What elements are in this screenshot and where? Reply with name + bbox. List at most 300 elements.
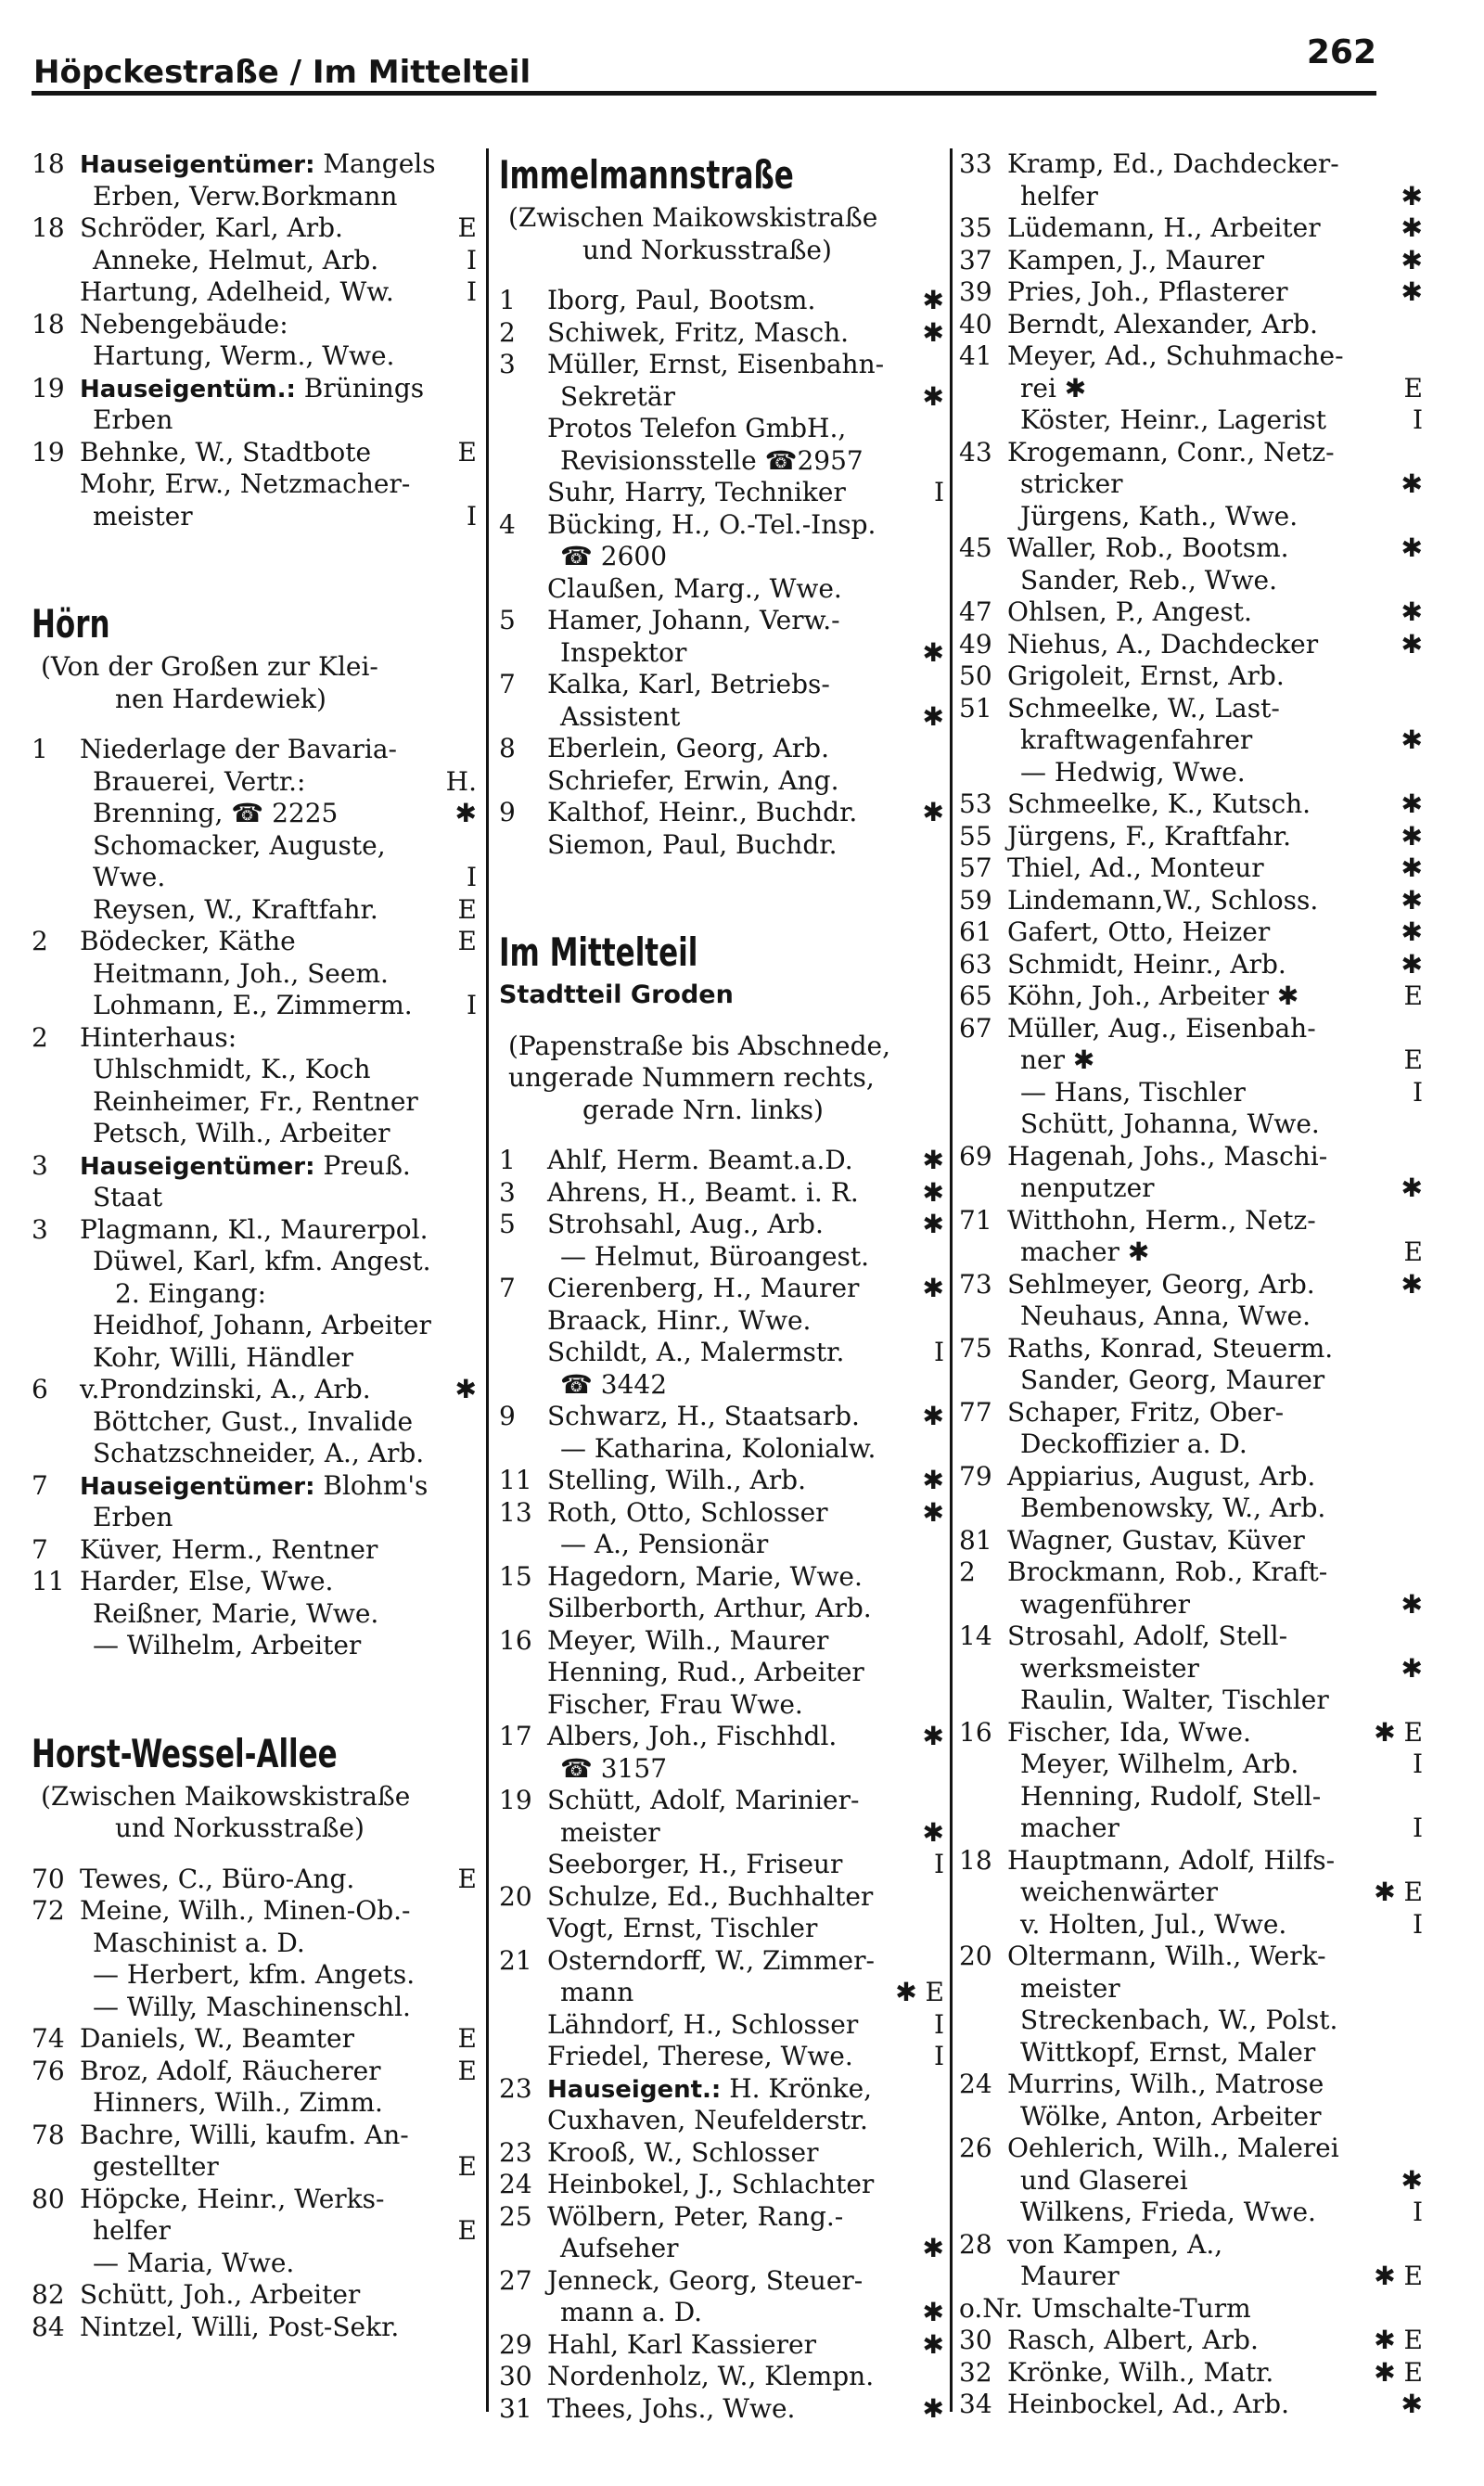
house-number: 6 — [32, 1374, 48, 1404]
entry-marker: E — [1403, 1237, 1423, 1267]
directory-entry-continuation — [499, 1913, 950, 1945]
entry-text: Hartung, Werm., Wwe. — [93, 340, 395, 371]
entry-text: Maurer — [1020, 2261, 1119, 2291]
house-number: 11 — [32, 1566, 65, 1596]
entry-text: Heidhof, Johann, Arbeiter — [93, 1310, 431, 1340]
house-number: 26 — [959, 2133, 992, 2163]
house-number: 63 — [959, 948, 992, 980]
house-number: 19 — [32, 372, 65, 404]
house-number: 18 — [32, 308, 65, 340]
entry-marker: ✱ E — [1374, 2356, 1423, 2388]
entry-text: ☎ 3157 — [560, 1752, 668, 1784]
directory-entry-continuation — [32, 894, 482, 927]
house-number: 27 — [499, 2264, 532, 2296]
house-number: 21 — [499, 1944, 532, 1976]
entry-marker: ✱ — [922, 2392, 944, 2424]
entry-marker: ✱ — [922, 1176, 944, 1208]
entry-text: Kalthof, Heinr., Buchdr. — [547, 797, 858, 827]
entry-text: Hauptmann, Adolf, Hilfs- — [1007, 1844, 1336, 1876]
directory-entry-continuation — [959, 1237, 1428, 1269]
directory-entry — [959, 852, 1428, 885]
directory-entry-continuation — [499, 1433, 950, 1466]
directory-entry-continuation — [32, 2215, 482, 2248]
directory-entry — [499, 1177, 950, 1210]
house-number: 45 — [959, 532, 992, 563]
entry-text: rei ✱ — [1020, 372, 1087, 404]
entry-marker: I — [1412, 1749, 1423, 1779]
directory-entry — [959, 596, 1428, 629]
entry-marker: E — [457, 436, 477, 468]
directory-entry-continuation — [32, 1502, 482, 1534]
entry-text: Köhn, Joh., Arbeiter ✱ — [1007, 980, 1299, 1011]
entry-text: Erben — [93, 1502, 173, 1532]
directory-entry-continuation — [32, 1246, 482, 1278]
house-number: 32 — [959, 2356, 992, 2388]
entry-marker: ✱ — [1401, 212, 1423, 243]
entry-text: Jürgens, F., Kraftfahr. — [1007, 820, 1292, 852]
entry-text: Lindemann,W., Schloss. — [1007, 884, 1319, 916]
directory-entry — [959, 212, 1428, 245]
house-number: 67 — [959, 1012, 992, 1044]
entry-marker: I — [1412, 1908, 1423, 1940]
entry-text: — Herbert, kfm. Angets. — [93, 1959, 416, 1990]
directory-entry — [959, 1557, 1428, 1589]
entry-text: helfer — [1020, 180, 1098, 211]
entry-text: Lüdemann, H., Arbeiter — [1007, 212, 1321, 243]
entry-text: Strohsahl, Aug., Arb. — [547, 1209, 824, 1239]
entry-text: Henning, Rud., Arbeiter — [547, 1657, 864, 1687]
entry-text: Brockmann, Rob., Kraft- — [1007, 1557, 1328, 1587]
entry-text: H. Krönke, — [721, 2072, 873, 2104]
bold-label: Hauseigentüm.: — [80, 375, 296, 404]
directory-entry — [959, 1333, 1428, 1365]
directory-entry-continuation — [959, 1973, 1428, 2005]
house-number: 3 — [32, 1149, 48, 1181]
entry-text: Schütt, Joh., Arbeiter — [80, 2279, 361, 2310]
directory-entry-continuation — [959, 757, 1428, 789]
directory-entry — [499, 2169, 950, 2201]
house-number: 8 — [499, 733, 516, 763]
entry-text: Reißner, Marie, Wwe. — [93, 1597, 379, 1629]
directory-entry — [959, 2389, 1428, 2421]
entry-text: Müller, Aug., Eisenbah- — [1007, 1012, 1316, 1044]
entry-text: Petsch, Wilh., Arbeiter — [93, 1118, 390, 1148]
directory-entry-continuation — [32, 1598, 482, 1631]
directory-entry — [499, 1497, 950, 1530]
house-number: 14 — [959, 1621, 992, 1651]
directory-entry — [959, 980, 1428, 1013]
entry-text: meister — [93, 500, 193, 532]
directory-entry-continuation — [499, 1529, 950, 1561]
entry-text: 2. Eingang: — [115, 1277, 267, 1309]
directory-entry — [959, 309, 1428, 341]
house-number: 74 — [32, 2023, 65, 2054]
entry-text: Uhlschmidt, K., Koch — [93, 1054, 371, 1084]
entry-text: meister — [1020, 1972, 1120, 2004]
entry-marker: ✱ — [454, 798, 477, 828]
house-number: 80 — [32, 2183, 65, 2214]
entry-text: Mohr, Erw., Netzmacher- — [80, 468, 411, 499]
house-number: 61 — [959, 916, 992, 947]
house-number: 2 — [959, 1557, 976, 1587]
directory-entry-continuation — [959, 1077, 1428, 1109]
entry-marker: I — [466, 990, 477, 1020]
house-number: 59 — [959, 884, 992, 916]
entry-text: Meyer, Wilhelm, Arb. — [1020, 1749, 1299, 1779]
directory-entry — [959, 437, 1428, 469]
directory-entry — [32, 212, 482, 245]
directory-entry — [959, 1013, 1428, 1045]
directory-entry — [32, 2279, 482, 2312]
entry-text: helfer — [93, 2215, 171, 2246]
entry-text: mann a. D. — [560, 2297, 703, 2327]
entry-text: — Willy, Maschinenschl. — [93, 1991, 411, 2022]
directory-entry — [32, 1895, 482, 1928]
directory-entry — [959, 629, 1428, 661]
entry-text: Wölke, Anton, Arbeiter — [1020, 2100, 1322, 2132]
entry-text: Ohlsen, P., Angest. — [1007, 596, 1252, 627]
directory-entry-continuation — [959, 1493, 1428, 1525]
directory-entry-continuation — [32, 2248, 482, 2280]
directory-entry — [959, 2133, 1428, 2165]
house-number: 84 — [32, 2311, 65, 2342]
entry-text: Daniels, W., Beamter — [80, 2023, 355, 2054]
entry-text: Sehlmeyer, Georg, Arb. — [1007, 1268, 1315, 1300]
house-number: 76 — [32, 2055, 65, 2086]
entry-text: Eberlein, Georg, Arb. — [547, 733, 829, 763]
directory-entry — [959, 276, 1428, 309]
directory-entry-continuation — [499, 541, 950, 573]
directory-entry-continuation — [959, 1044, 1428, 1077]
directory-entry — [499, 1465, 950, 1497]
entry-text: meister — [560, 1816, 660, 1848]
entry-text: Witthohn, Herm., Netz- — [1007, 1204, 1316, 1236]
directory-entry — [959, 788, 1428, 821]
street-heading: Horst-Wessel-Allee — [32, 1730, 338, 1776]
house-number: 19 — [32, 436, 65, 468]
directory-entry-continuation — [32, 1406, 482, 1439]
entry-text: v.Prondzinski, A., Arb. — [80, 1374, 371, 1404]
entry-text: Roth, Otto, Schlosser — [547, 1496, 828, 1528]
house-number: 30 — [959, 2325, 992, 2355]
house-number: 5 — [499, 1209, 516, 1239]
directory-entry — [32, 734, 482, 766]
entry-marker: ✱ — [922, 2297, 944, 2327]
entry-text: Schütt, Johanna, Wwe. — [1020, 1108, 1320, 1139]
entry-text: Schmidt, Heinr., Arb. — [1007, 948, 1286, 980]
directory-entry — [959, 2229, 1428, 2262]
entry-marker: E — [457, 2023, 477, 2054]
entry-marker: I — [466, 500, 477, 532]
entry-text: Neuhaus, Anna, Wwe. — [1020, 1301, 1311, 1331]
house-number: 3 — [499, 349, 516, 379]
entry-text: Bembenowsky, W., Arb. — [1020, 1493, 1326, 1523]
directory-entry-continuation — [32, 468, 482, 501]
directory-entry — [959, 1941, 1428, 1973]
entry-marker: I — [466, 862, 477, 892]
entry-marker: I — [933, 1849, 944, 1879]
directory-entry — [959, 949, 1428, 981]
entry-text: stricker — [1020, 468, 1123, 499]
entry-text: Brünings — [295, 372, 425, 404]
entry-text: nenputzer — [1020, 1173, 1155, 1203]
directory-entry — [499, 605, 950, 637]
entry-text: Osterndorff, W., Zimmer- — [547, 1944, 875, 1976]
entry-marker: ✱ — [922, 1465, 944, 1495]
entry-marker: E — [457, 926, 477, 956]
entry-text: o.Nr. Umschalte-Turm — [959, 2292, 1251, 2324]
directory-entry-continuation — [32, 1928, 482, 1960]
entry-marker: I — [933, 2041, 944, 2071]
entry-text: Harder, Else, Wwe. — [80, 1566, 334, 1596]
entry-text: Schwarz, H., Staatsarb. — [547, 1401, 860, 1431]
bold-label: Hauseigentümer: — [80, 1472, 315, 1501]
house-number: 2 — [32, 926, 48, 956]
directory-entry — [32, 2312, 482, 2344]
house-number: 1 — [32, 734, 48, 764]
house-number: 23 — [499, 2136, 532, 2168]
entry-marker: ✱ — [1401, 2164, 1423, 2196]
entry-marker: E — [457, 2055, 477, 2086]
entry-marker: ✱ — [1401, 1588, 1423, 1620]
spacer — [32, 1845, 482, 1864]
entry-text: Hagenah, Johs., Maschi- — [1007, 1140, 1328, 1172]
directory-entry-continuation — [32, 404, 482, 437]
entry-text: Pries, Joh., Pflasterer — [1007, 276, 1288, 307]
house-number: 30 — [499, 2361, 532, 2391]
bold-label: Hauseigentümer: — [80, 151, 315, 179]
directory-entry-continuation — [499, 637, 950, 670]
entry-text: Meyer, Ad., Schuhmache- — [1007, 340, 1344, 371]
directory-entry — [499, 1209, 950, 1241]
entry-text: Wilkens, Frieda, Wwe. — [1020, 2197, 1316, 2227]
directory-entry — [499, 1273, 950, 1305]
house-number: 40 — [959, 308, 992, 340]
directory-entry-continuation — [32, 2151, 482, 2184]
house-number: 13 — [499, 1496, 532, 1528]
directory-entry — [32, 148, 482, 181]
entry-text: Henning, Rudolf, Stell- — [1020, 1780, 1322, 1812]
spacer — [499, 266, 950, 285]
entry-text: Nintzel, Willi, Post-Sekr. — [80, 2311, 400, 2342]
street-heading: Hörn — [32, 601, 110, 647]
directory-entry — [499, 1401, 950, 1433]
directory-entry — [32, 373, 482, 405]
street-description: (Von der Großen zur Klei- — [41, 651, 378, 682]
directory-entry-continuation — [499, 1305, 950, 1338]
house-number: 18 — [959, 1844, 992, 1876]
entry-marker: I — [933, 1337, 944, 1367]
entry-marker: E — [457, 2151, 477, 2182]
directory-entry-continuation — [32, 958, 482, 991]
directory-entry-continuation — [32, 276, 482, 309]
directory-entry-continuation — [959, 1877, 1428, 1909]
entry-text: — Hans, Tischler — [1020, 1076, 1246, 1108]
entry-marker: ✱ — [922, 636, 944, 668]
directory-entry — [959, 1717, 1428, 1749]
house-number: 43 — [959, 436, 992, 468]
directory-entry — [32, 2184, 482, 2216]
entry-text: Grigoleit, Ernst, Arb. — [1007, 660, 1285, 691]
house-number: 11 — [499, 1465, 532, 1495]
directory-entry-continuation — [32, 766, 482, 799]
entry-text: Seeborger, H., Friseur — [547, 1849, 843, 1879]
entry-text: Nordenholz, W., Klempn. — [547, 2361, 875, 2391]
directory-entry — [499, 285, 950, 317]
entry-text: Plagmann, Kl., Maurerpol. — [80, 1213, 429, 1245]
house-number: 33 — [959, 148, 992, 179]
directory-entry-continuation — [32, 1959, 482, 1992]
directory-entry-continuation — [959, 501, 1428, 533]
entry-marker: E — [1403, 980, 1423, 1011]
entry-text: Bachre, Willi, kaufm. An- — [80, 2119, 409, 2150]
directory-entry-continuation — [499, 2233, 950, 2265]
entry-text: Küver, Herm., Rentner — [80, 1533, 378, 1565]
spacer — [32, 1662, 482, 1727]
directory-entry-continuation — [32, 501, 482, 533]
entry-text: Kampen, J., Maurer — [1007, 244, 1264, 276]
entry-marker: I — [933, 477, 944, 507]
entry-text: Hartung, Adelheid, Ww. — [80, 276, 394, 307]
directory-entry-continuation — [959, 1909, 1428, 1941]
entry-text: und Glaserei — [1020, 2164, 1188, 2196]
entry-text: Fischer, Frau Wwe. — [547, 1688, 803, 1720]
house-number: 47 — [959, 596, 992, 627]
entry-text: Jenneck, Georg, Steuer- — [547, 2264, 864, 2296]
directory-entry — [499, 349, 950, 381]
directory-entry-continuation — [959, 373, 1428, 405]
house-number: 4 — [499, 508, 516, 540]
entry-text: Erben, Verw.Borkmann — [93, 180, 398, 211]
directory-entry-continuation — [959, 1173, 1428, 1205]
entry-marker: ✱ — [1401, 852, 1423, 883]
entry-text: Brauerei, Vertr.: — [93, 765, 306, 797]
entry-text: Kohr, Willi, Händler — [93, 1341, 354, 1373]
street-description: gerade Nrn. links) — [582, 1094, 824, 1125]
entry-text: Nebengebäude: — [80, 308, 288, 340]
entry-text: Niederlage der Bavaria- — [80, 734, 398, 764]
entry-text: von Kampen, A., — [1007, 2228, 1223, 2260]
directory-entry-continuation — [499, 1657, 950, 1689]
directory-entry-continuation — [959, 1781, 1428, 1813]
directory-entry — [499, 2361, 950, 2393]
house-number: 71 — [959, 1204, 992, 1236]
directory-entry-continuation — [499, 2105, 950, 2137]
entry-text: Revisionsstelle ☎2957 — [560, 444, 864, 476]
house-number: 29 — [499, 2328, 532, 2360]
entry-text: Wittkopf, Ernst, Maler — [1020, 2036, 1316, 2068]
directory-entry-continuation — [959, 2197, 1428, 2229]
house-number: 51 — [959, 692, 992, 724]
directory-entry-continuation — [499, 1817, 950, 1850]
entry-text: Rasch, Albert, Arb. — [1007, 2325, 1259, 2355]
directory-entry — [959, 1845, 1428, 1877]
house-number: 18 — [32, 148, 65, 179]
entry-text: Gafert, Otto, Heizer — [1007, 916, 1271, 947]
directory-entry-continuation — [499, 1593, 950, 1625]
entry-marker: ✱ E — [1374, 1877, 1423, 1907]
entry-marker: ✱ — [922, 1721, 944, 1751]
directory-entry — [499, 2201, 950, 2234]
entry-marker: ✱ — [922, 1273, 944, 1303]
entry-text: Silberborth, Arthur, Arb. — [547, 1593, 872, 1623]
entry-text: Lohmann, E., Zimmerm. — [93, 990, 413, 1020]
entry-text: Suhr, Harry, Techniker — [547, 477, 846, 507]
house-number: 16 — [499, 1624, 532, 1656]
entry-text: Tewes, C., Büro-Ang. — [80, 1863, 355, 1894]
street-heading: Immelmannstraße — [499, 152, 794, 198]
directory-entry-continuation — [499, 445, 950, 478]
entry-marker: ✱ — [1401, 884, 1423, 916]
directory-entry — [499, 1145, 950, 1177]
directory-entry-continuation — [32, 1630, 482, 1662]
house-number: 3 — [32, 1213, 48, 1245]
entry-text: Kramp, Ed., Dachdecker- — [1007, 148, 1339, 179]
entry-text: Strosahl, Adolf, Stell- — [1007, 1621, 1288, 1651]
house-number: 15 — [499, 1560, 532, 1592]
entry-text: Cierenberg, H., Maurer — [547, 1273, 860, 1303]
entry-text: Inspektor — [560, 636, 687, 668]
directory-entry-continuation — [499, 1753, 950, 1786]
directory-entry — [959, 532, 1428, 565]
directory-entry-continuation — [499, 1369, 950, 1402]
entry-text: Cuxhaven, Neufelderstr. — [547, 2105, 868, 2135]
house-number: 70 — [32, 1863, 65, 1894]
directory-entry-continuation — [32, 1182, 482, 1214]
entry-text: Düwel, Karl, kfm. Angest. — [93, 1246, 431, 1276]
directory-entry — [499, 509, 950, 542]
entry-text: Hinners, Wilh., Zimm. — [93, 2087, 383, 2118]
directory-entry — [499, 2265, 950, 2298]
entry-marker: ✱ — [1401, 1173, 1423, 1203]
entry-text: Jürgens, Kath., Wwe. — [1020, 500, 1298, 532]
directory-entry — [959, 2357, 1428, 2390]
directory-entry-continuation — [32, 245, 482, 277]
directory-entry — [499, 669, 950, 701]
entry-text: Niehus, A., Dachdecker — [1007, 628, 1319, 660]
house-number: 7 — [499, 669, 516, 699]
directory-entry-continuation — [499, 413, 950, 445]
entry-marker: ✱ — [1401, 180, 1423, 211]
entry-text: Kalka, Karl, Betriebs- — [547, 669, 830, 699]
directory-entry — [32, 1374, 482, 1406]
entry-text: Brenning, ☎ 2225 — [93, 798, 339, 828]
entry-text: werksmeister — [1020, 1652, 1199, 1684]
street-description: (Papenstraße bis Abschnede, — [508, 1030, 890, 1061]
entry-marker: ✱ — [1401, 276, 1423, 307]
directory-entry-continuation — [499, 829, 950, 862]
directory-entry — [959, 2325, 1428, 2357]
house-number: 1 — [499, 285, 516, 315]
house-number: 25 — [499, 2200, 532, 2232]
entry-text: Protos Telefon GmbH., — [547, 413, 847, 443]
house-number: 23 — [499, 2072, 532, 2104]
entry-marker: ✱ — [1401, 596, 1423, 627]
entry-marker: E — [457, 893, 477, 925]
entry-text: Bödecker, Käthe — [80, 926, 296, 956]
directory-entry-continuation — [959, 2165, 1428, 2198]
directory-entry-continuation — [499, 1241, 950, 1274]
entry-text: — Maria, Wwe. — [93, 2247, 295, 2278]
directory-entry-continuation — [499, 2297, 950, 2329]
entry-text: Anneke, Helmut, Arb. — [93, 244, 379, 276]
directory-entry-continuation — [499, 2009, 950, 2042]
house-number: 28 — [959, 2228, 992, 2260]
entry-text: Appiarius, August, Arb. — [1007, 1460, 1316, 1492]
directory-entry — [32, 1214, 482, 1247]
column-divider — [486, 148, 489, 2412]
entry-text: — Hedwig, Wwe. — [1020, 756, 1246, 788]
